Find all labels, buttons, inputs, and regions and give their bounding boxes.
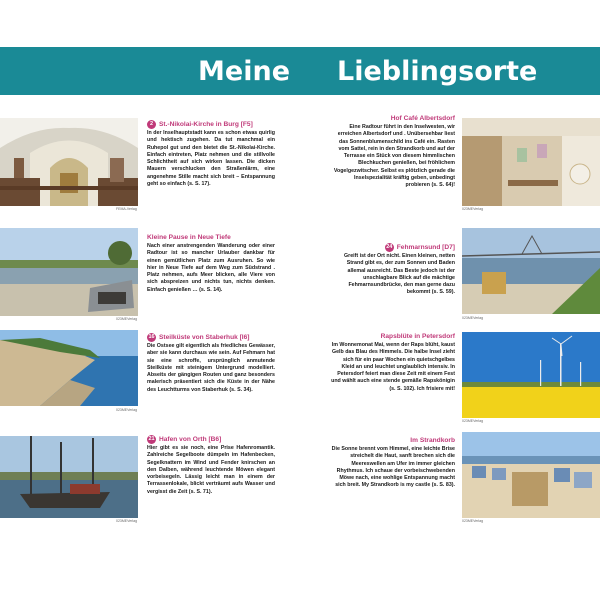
entry-hafen-orth [147,435,275,496]
entry-text: Die Sonne brennt vom Himmel, eine leichte Brise streichelt die Haut, sanft brechen sich die Meereswellen am Ufer im immer gleichen Rhythmus. Ich schaue der vorbeischwebenden Möwe nach, eine wohlige Entspannung macht sich breit. My Strandkorb is my castle (s. S. 83). [331,446,455,489]
entry-staberhuk [147,333,275,394]
entry-text: Greift ist der Ort nicht. Einen kleinen, netten Strand gibt es, der zum Sonnen und Baden allemal ausreicht. Das Beste jedoch ist der unschlagbare Blick auf die mächtige Fehmarnsundbrücke, den man gerne dazu bekommt (s. S. 59). [344,253,455,296]
entry-title: Hafen von Orth [B6] [159,436,222,443]
entry-title: Steilküste von Staberhuk [I6] [159,334,250,341]
entry-number-badge: 2 [147,120,156,129]
entry-number-badge: 21 [148,436,155,442]
entry-title: Kleine Pause in Neue Tiefe [147,234,231,241]
entry-title: Rapsblüte in Petersdorf [380,333,455,340]
photo-credit: 023MEVerlag [462,419,484,423]
rapeseed-field-photo [462,332,600,418]
entry-title: Im Strandkorb [410,437,455,444]
entry-text: Eine Radtour führt in den Inselwesten, wir erreichen Albertsdorf und . Unübersehbar liest das Sonnenblumenschild ins Café ein. Rasten vom Sattel, rein in den Strandkorb und auf der Terrasse ein Stück von diesem himmlischen Blechkuchen genießen, bei fröhlichem Vogelgezwitscher. Selbst es plötzlich gerade die Inselspezialität kräftig geben, unbedingt probieren (s. S. 64)! [333,124,455,189]
entry-title: Fehmarnsund [D7] [396,244,455,251]
photo-credit: 023MEVerlag [116,519,138,523]
entry-hof-cafe [330,114,455,190]
photo-credit: FEMA-Verlag [116,207,137,211]
entry-number-badge: 24 [386,244,393,250]
banner-title-right: Lieblingsorte [337,56,538,87]
banner-title-left: Meine [198,56,290,87]
fehmarnsund-bridge-photo [462,228,600,314]
cliff-coast-photo [0,330,138,406]
photo-credit: 023MEVerlag [116,408,138,412]
photo-credit: 023MEVerlag [462,316,484,320]
title-banner [0,47,600,95]
entry-text: In der Inselhauptstadt kann es schon etwas quirlig und hektisch zugehen. Da tut manchmal ein Ruhepol gut und den bietet die St.-Nikolai-Kirche. Einfach eintreten, Platz nehmen und die stillvolle Schlichtheit auf sich wirken lassen. Die dicken Mauern verschlucken den Straßenlärm, eine angenehme Stille macht sich breit – Entspannung geht so einfach (s. S. 17). [147,130,275,188]
entry-text: Im Wonnemonat Mai, wenn der Raps blüht, kaust Gelb das Blau des Himmels. Die halbe Insel zieht sich für ein paar Wochen ein quietschgelbes Kleid an und leuchtet unglaublich intensiv. In Petersdorf feiert man diese Zeit mit einem Fest und wählt auch eine stende gemäße Rapskönigin (s. S. 102). Ich frisiere mit! [331,342,455,392]
entry-title: St.-Nikolai-Kirche in Burg [F5] [159,121,253,128]
photo-credit: 023MEVerlag [116,317,138,321]
harbor-orth-photo [0,436,138,518]
entry-nikolai-kirche [147,120,275,188]
entry-fehmarnsund [330,243,455,297]
entry-rapsbluete [330,332,455,393]
entry-number-badge: 16 [148,334,155,340]
strandkorb-beach-photo [462,432,600,518]
entry-text: Nach einer anstrengenden Wanderung oder einer Radtour ist so mancher Urlauber dankbar für einen gemütlichen Platz zum Ausruhen. So wie hier in Neue Tiefe auf dem Weg zum Südstrand . Platz nehmen, aufs Meer blicken, alle Viere von sich abspreizen und nichts tun, nichts denken. Einfach genießen … (s. S. 14). [147,243,275,293]
entry-neue-tiefe [147,233,275,294]
entry-strandkorb [330,436,455,490]
photo-credit: 023MEVerlag [462,519,484,523]
cafe-interior-photo [462,118,600,206]
entry-text: Die Ostsee gilt eigentlich als friedliches Gewässer, aber sie kann durchaus wie sein. Auf Fehmarn hat sie eine schroffe, ursprünglich anmutende Steilküste mit steinigem Untergrund modelliert. Abseits der gängigen Routen und ganz besonders malerisch präsentiert sich die Küste in der Nähe des Leuchtturms von Staberhuk (s. S. 34). [147,343,275,393]
photo-credit: 023MEVerlag [462,207,484,211]
entry-text: Hier gibt es sie noch, eine Prise Hafenromantik. Zahlreiche Segelboote dümpeln im Hafenbecken, Segelknattern im Wind und Fender knirschen an den Dalben, während leuchtende Möwen elegant vorbeisegeln. Lässig leicht man in einem der Terrassenlokale, blickt verträumt aufs Wasser und vergisst die Zeit (s. S. 71). [147,445,275,495]
church-interior-photo [0,118,138,206]
entry-title: Hof Café Albertsdorf [390,115,455,122]
coast-bench-photo [0,228,138,316]
